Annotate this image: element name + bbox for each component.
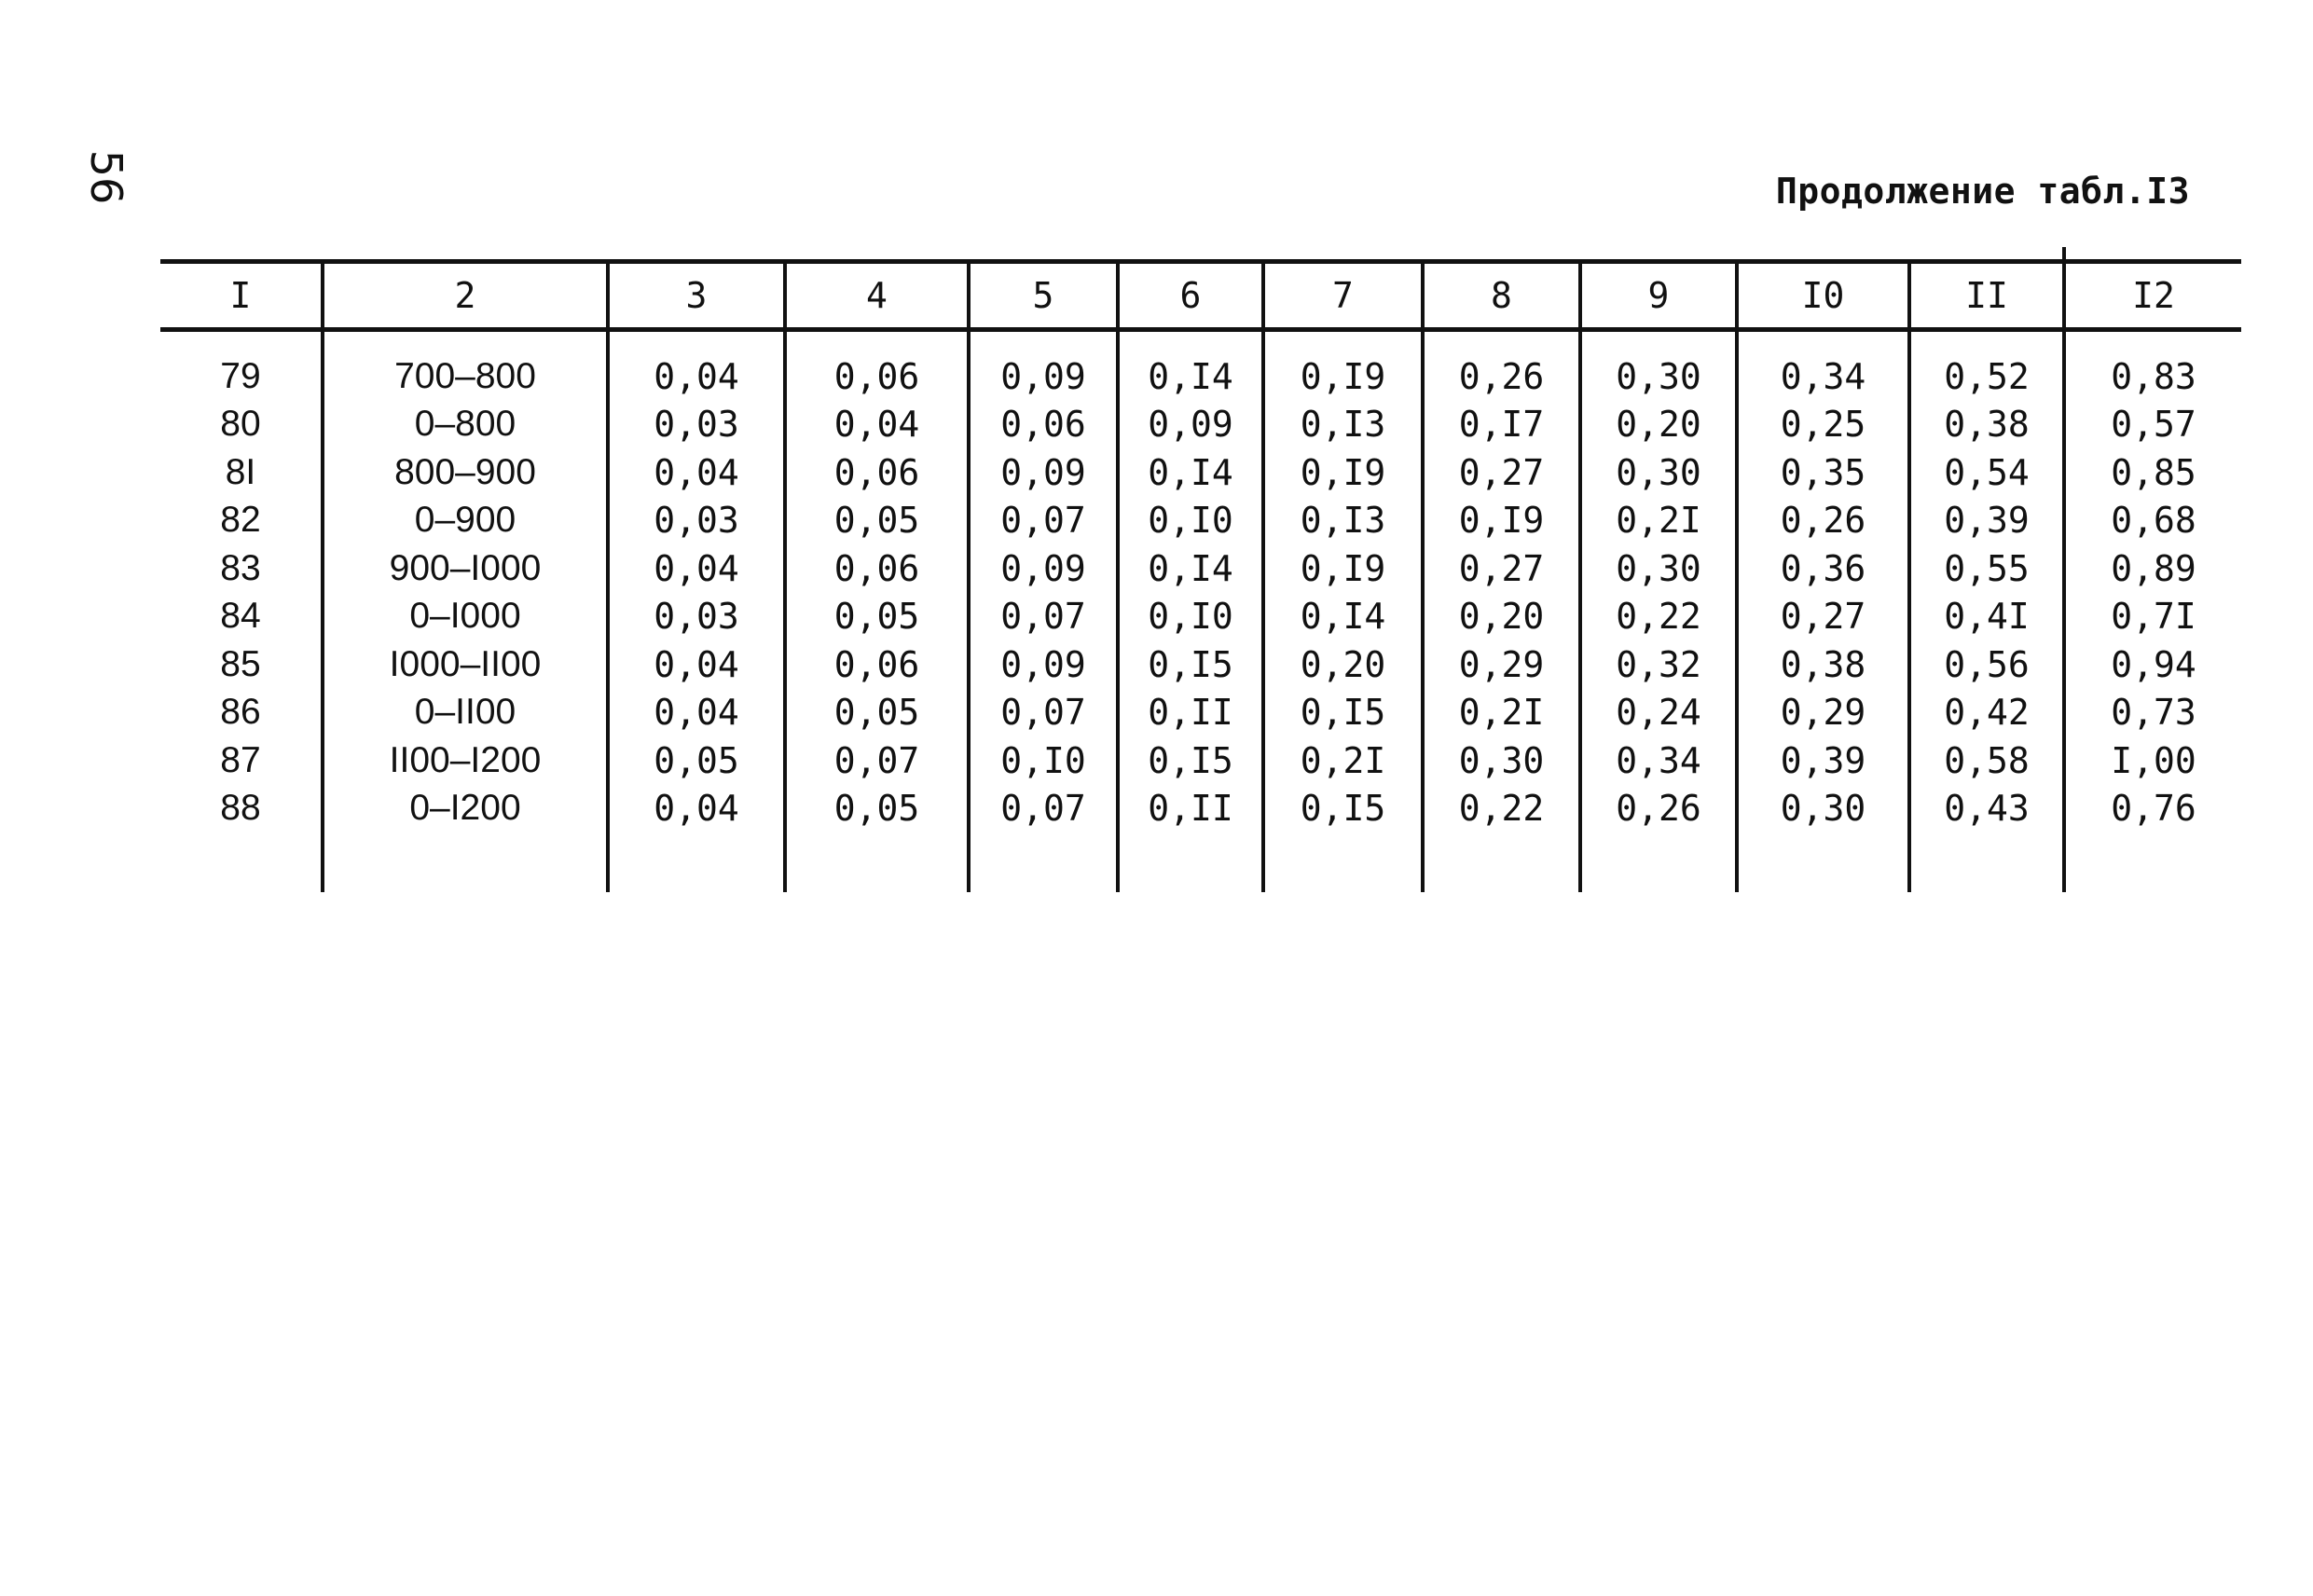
- value-cell: 0,I9: [1423, 497, 1580, 545]
- value-cell: 0,04: [785, 401, 969, 449]
- value-cell: 0,I5: [1263, 689, 1423, 737]
- table-row: [160, 785, 2241, 833]
- value-cell: 0,05: [608, 736, 785, 785]
- value-cell: 0,06: [785, 640, 969, 689]
- value-cell: 0,42: [1909, 689, 2064, 737]
- value-cell: 0,35: [1737, 448, 1909, 497]
- value-cell: 0,I7: [1423, 401, 1580, 449]
- value-cell: 0,09: [969, 448, 1118, 497]
- value-cell: 0,22: [1423, 785, 1580, 833]
- table-filler-row: [160, 832, 2241, 892]
- value-cell: 0,30: [1737, 785, 1909, 833]
- value-cell: 0,7I: [2064, 593, 2241, 641]
- value-cell: 0,43: [1909, 785, 2064, 833]
- value-cell: 0,04: [608, 689, 785, 737]
- value-cell: 0,73: [2064, 689, 2241, 737]
- value-cell: 0,I9: [1263, 330, 1423, 401]
- row-number-cell: 8I: [225, 451, 256, 492]
- table-row: [160, 593, 2241, 641]
- range-cell: 900–I000: [323, 544, 608, 593]
- row-number-cell: 84: [220, 596, 261, 637]
- value-cell: 0,68: [2064, 497, 2241, 545]
- value-cell: 0,09: [969, 640, 1118, 689]
- column-header: 5: [969, 262, 1118, 330]
- value-cell: 0,39: [1737, 736, 1909, 785]
- value-cell: 0,II: [1118, 785, 1263, 833]
- row-number-cell: 85: [220, 643, 261, 684]
- value-cell: 0,03: [608, 497, 785, 545]
- value-cell: 0,55: [1909, 544, 2064, 593]
- value-cell: 0,56: [1909, 640, 2064, 689]
- value-cell: 0,34: [1737, 330, 1909, 401]
- column-header: I0: [1737, 262, 1909, 330]
- range-cell: I000–II00: [323, 640, 608, 689]
- value-cell: I,00: [2064, 736, 2241, 785]
- empty-cell: [608, 832, 785, 892]
- value-cell: 0,06: [785, 330, 969, 401]
- value-cell: 0,83: [2064, 330, 2241, 401]
- value-cell: 0,I4: [1118, 448, 1263, 497]
- column-header: II: [1909, 262, 2064, 330]
- value-cell: 0,29: [1737, 689, 1909, 737]
- value-cell: 0,05: [785, 497, 969, 545]
- empty-cell: [323, 832, 608, 892]
- value-cell: 0,06: [969, 401, 1118, 449]
- value-cell: 0,I3: [1263, 497, 1423, 545]
- column-header: 3: [608, 262, 785, 330]
- value-cell: 0,30: [1580, 448, 1737, 497]
- value-cell: 0,29: [1423, 640, 1580, 689]
- table-row: [160, 689, 2241, 737]
- page-number: 56: [81, 149, 131, 205]
- value-cell: 0,25: [1737, 401, 1909, 449]
- value-cell: 0,09: [1118, 401, 1263, 449]
- empty-cell: [1263, 832, 1423, 892]
- value-cell: 0,03: [608, 593, 785, 641]
- value-cell: 0,30: [1580, 330, 1737, 401]
- row-number-cell: 80: [220, 404, 261, 445]
- range-cell: 0–900: [323, 497, 608, 545]
- empty-cell: [1580, 832, 1737, 892]
- value-cell: 0,07: [969, 689, 1118, 737]
- value-cell: 0,I0: [1118, 593, 1263, 641]
- value-cell: 0,24: [1580, 689, 1737, 737]
- value-cell: 0,I9: [1263, 448, 1423, 497]
- value-cell: 0,22: [1580, 593, 1737, 641]
- table-row: [160, 448, 2241, 497]
- value-cell: 0,27: [1423, 544, 1580, 593]
- row-number-cell: 83: [220, 547, 261, 588]
- value-cell: 0,20: [1263, 640, 1423, 689]
- value-cell: 0,I9: [1263, 544, 1423, 593]
- range-cell: 0–800: [323, 401, 608, 449]
- value-cell: 0,06: [785, 448, 969, 497]
- value-cell: 0,2I: [1263, 736, 1423, 785]
- value-cell: 0,36: [1737, 544, 1909, 593]
- value-cell: 0,06: [785, 544, 969, 593]
- empty-cell: [969, 832, 1118, 892]
- table-body: [160, 330, 2241, 893]
- value-cell: 0,26: [1737, 497, 1909, 545]
- empty-cell: [1737, 832, 1909, 892]
- row-number-cell: 86: [220, 692, 261, 733]
- value-cell: 0,30: [1580, 544, 1737, 593]
- column-header: 7: [1263, 262, 1423, 330]
- value-cell: 0,05: [785, 689, 969, 737]
- value-cell: 0,I5: [1118, 640, 1263, 689]
- value-cell: 0,26: [1580, 785, 1737, 833]
- empty-cell: [2064, 832, 2241, 892]
- empty-cell: [1118, 832, 1263, 892]
- value-cell: 0,04: [608, 785, 785, 833]
- column-header: 4: [785, 262, 969, 330]
- value-cell: 0,94: [2064, 640, 2241, 689]
- header-row: [160, 262, 2241, 330]
- value-cell: 0,07: [785, 736, 969, 785]
- table-row: [160, 401, 2241, 449]
- empty-cell: [160, 832, 323, 892]
- table-continuation-label: Продолжение табл.I3: [1775, 171, 2190, 212]
- value-cell: 0,I5: [1118, 736, 1263, 785]
- range-cell: 0–I200: [323, 785, 608, 833]
- range-cell: II00–I200: [323, 736, 608, 785]
- empty-cell: [785, 832, 969, 892]
- table-row: [160, 544, 2241, 593]
- value-cell: 0,89: [2064, 544, 2241, 593]
- table-header: [160, 262, 2241, 330]
- column-header: 8: [1423, 262, 1580, 330]
- value-cell: 0,58: [1909, 736, 2064, 785]
- value-cell: 0,34: [1580, 736, 1737, 785]
- value-cell: 0,I3: [1263, 401, 1423, 449]
- value-cell: 0,38: [1737, 640, 1909, 689]
- value-cell: 0,20: [1423, 593, 1580, 641]
- row-number-cell: 88: [220, 788, 261, 829]
- value-cell: 0,09: [969, 544, 1118, 593]
- value-cell: 0,04: [608, 448, 785, 497]
- value-cell: 0,07: [969, 497, 1118, 545]
- range-cell: 800–900: [323, 448, 608, 497]
- column-header: 9: [1580, 262, 1737, 330]
- value-cell: 0,I4: [1263, 593, 1423, 641]
- value-cell: 0,54: [1909, 448, 2064, 497]
- range-cell: 0–II00: [323, 689, 608, 737]
- row-number-cell: 79: [220, 355, 261, 396]
- value-cell: 0,27: [1737, 593, 1909, 641]
- row-number-cell: 82: [220, 500, 261, 541]
- value-cell: 0,I4: [1118, 544, 1263, 593]
- value-cell: 0,09: [969, 330, 1118, 401]
- table-row: [160, 736, 2241, 785]
- value-cell: 0,I0: [969, 736, 1118, 785]
- column-header: 2: [323, 262, 608, 330]
- value-cell: 0,32: [1580, 640, 1737, 689]
- column-header: I2: [2064, 262, 2241, 330]
- value-cell: 0,2I: [1423, 689, 1580, 737]
- value-cell: 0,85: [2064, 448, 2241, 497]
- table-row: [160, 640, 2241, 689]
- value-cell: 0,II: [1118, 689, 1263, 737]
- value-cell: 0,07: [969, 785, 1118, 833]
- empty-cell: [1423, 832, 1580, 892]
- value-cell: 0,76: [2064, 785, 2241, 833]
- column-header: I: [160, 262, 323, 330]
- value-cell: 0,27: [1423, 448, 1580, 497]
- value-cell: 0,38: [1909, 401, 2064, 449]
- range-cell: 700–800: [323, 330, 608, 401]
- value-cell: 0,05: [785, 785, 969, 833]
- value-cell: 0,4I: [1909, 593, 2064, 641]
- value-cell: 0,20: [1580, 401, 1737, 449]
- value-cell: 0,30: [1423, 736, 1580, 785]
- table-row: [160, 330, 2241, 401]
- value-cell: 0,I4: [1118, 330, 1263, 401]
- value-cell: 0,2I: [1580, 497, 1737, 545]
- row-number-cell: 87: [220, 739, 261, 780]
- data-table-container: [160, 259, 2241, 892]
- value-cell: 0,07: [969, 593, 1118, 641]
- value-cell: 0,52: [1909, 330, 2064, 401]
- value-cell: 0,04: [608, 640, 785, 689]
- data-table: [160, 259, 2241, 892]
- value-cell: 0,04: [608, 330, 785, 401]
- value-cell: 0,26: [1423, 330, 1580, 401]
- value-cell: 0,I0: [1118, 497, 1263, 545]
- value-cell: 0,39: [1909, 497, 2064, 545]
- range-cell: 0–I000: [323, 593, 608, 641]
- column-header: 6: [1118, 262, 1263, 330]
- value-cell: 0,I5: [1263, 785, 1423, 833]
- table-row: [160, 497, 2241, 545]
- value-cell: 0,03: [608, 401, 785, 449]
- empty-cell: [1909, 832, 2064, 892]
- value-cell: 0,04: [608, 544, 785, 593]
- value-cell: 0,57: [2064, 401, 2241, 449]
- value-cell: 0,05: [785, 593, 969, 641]
